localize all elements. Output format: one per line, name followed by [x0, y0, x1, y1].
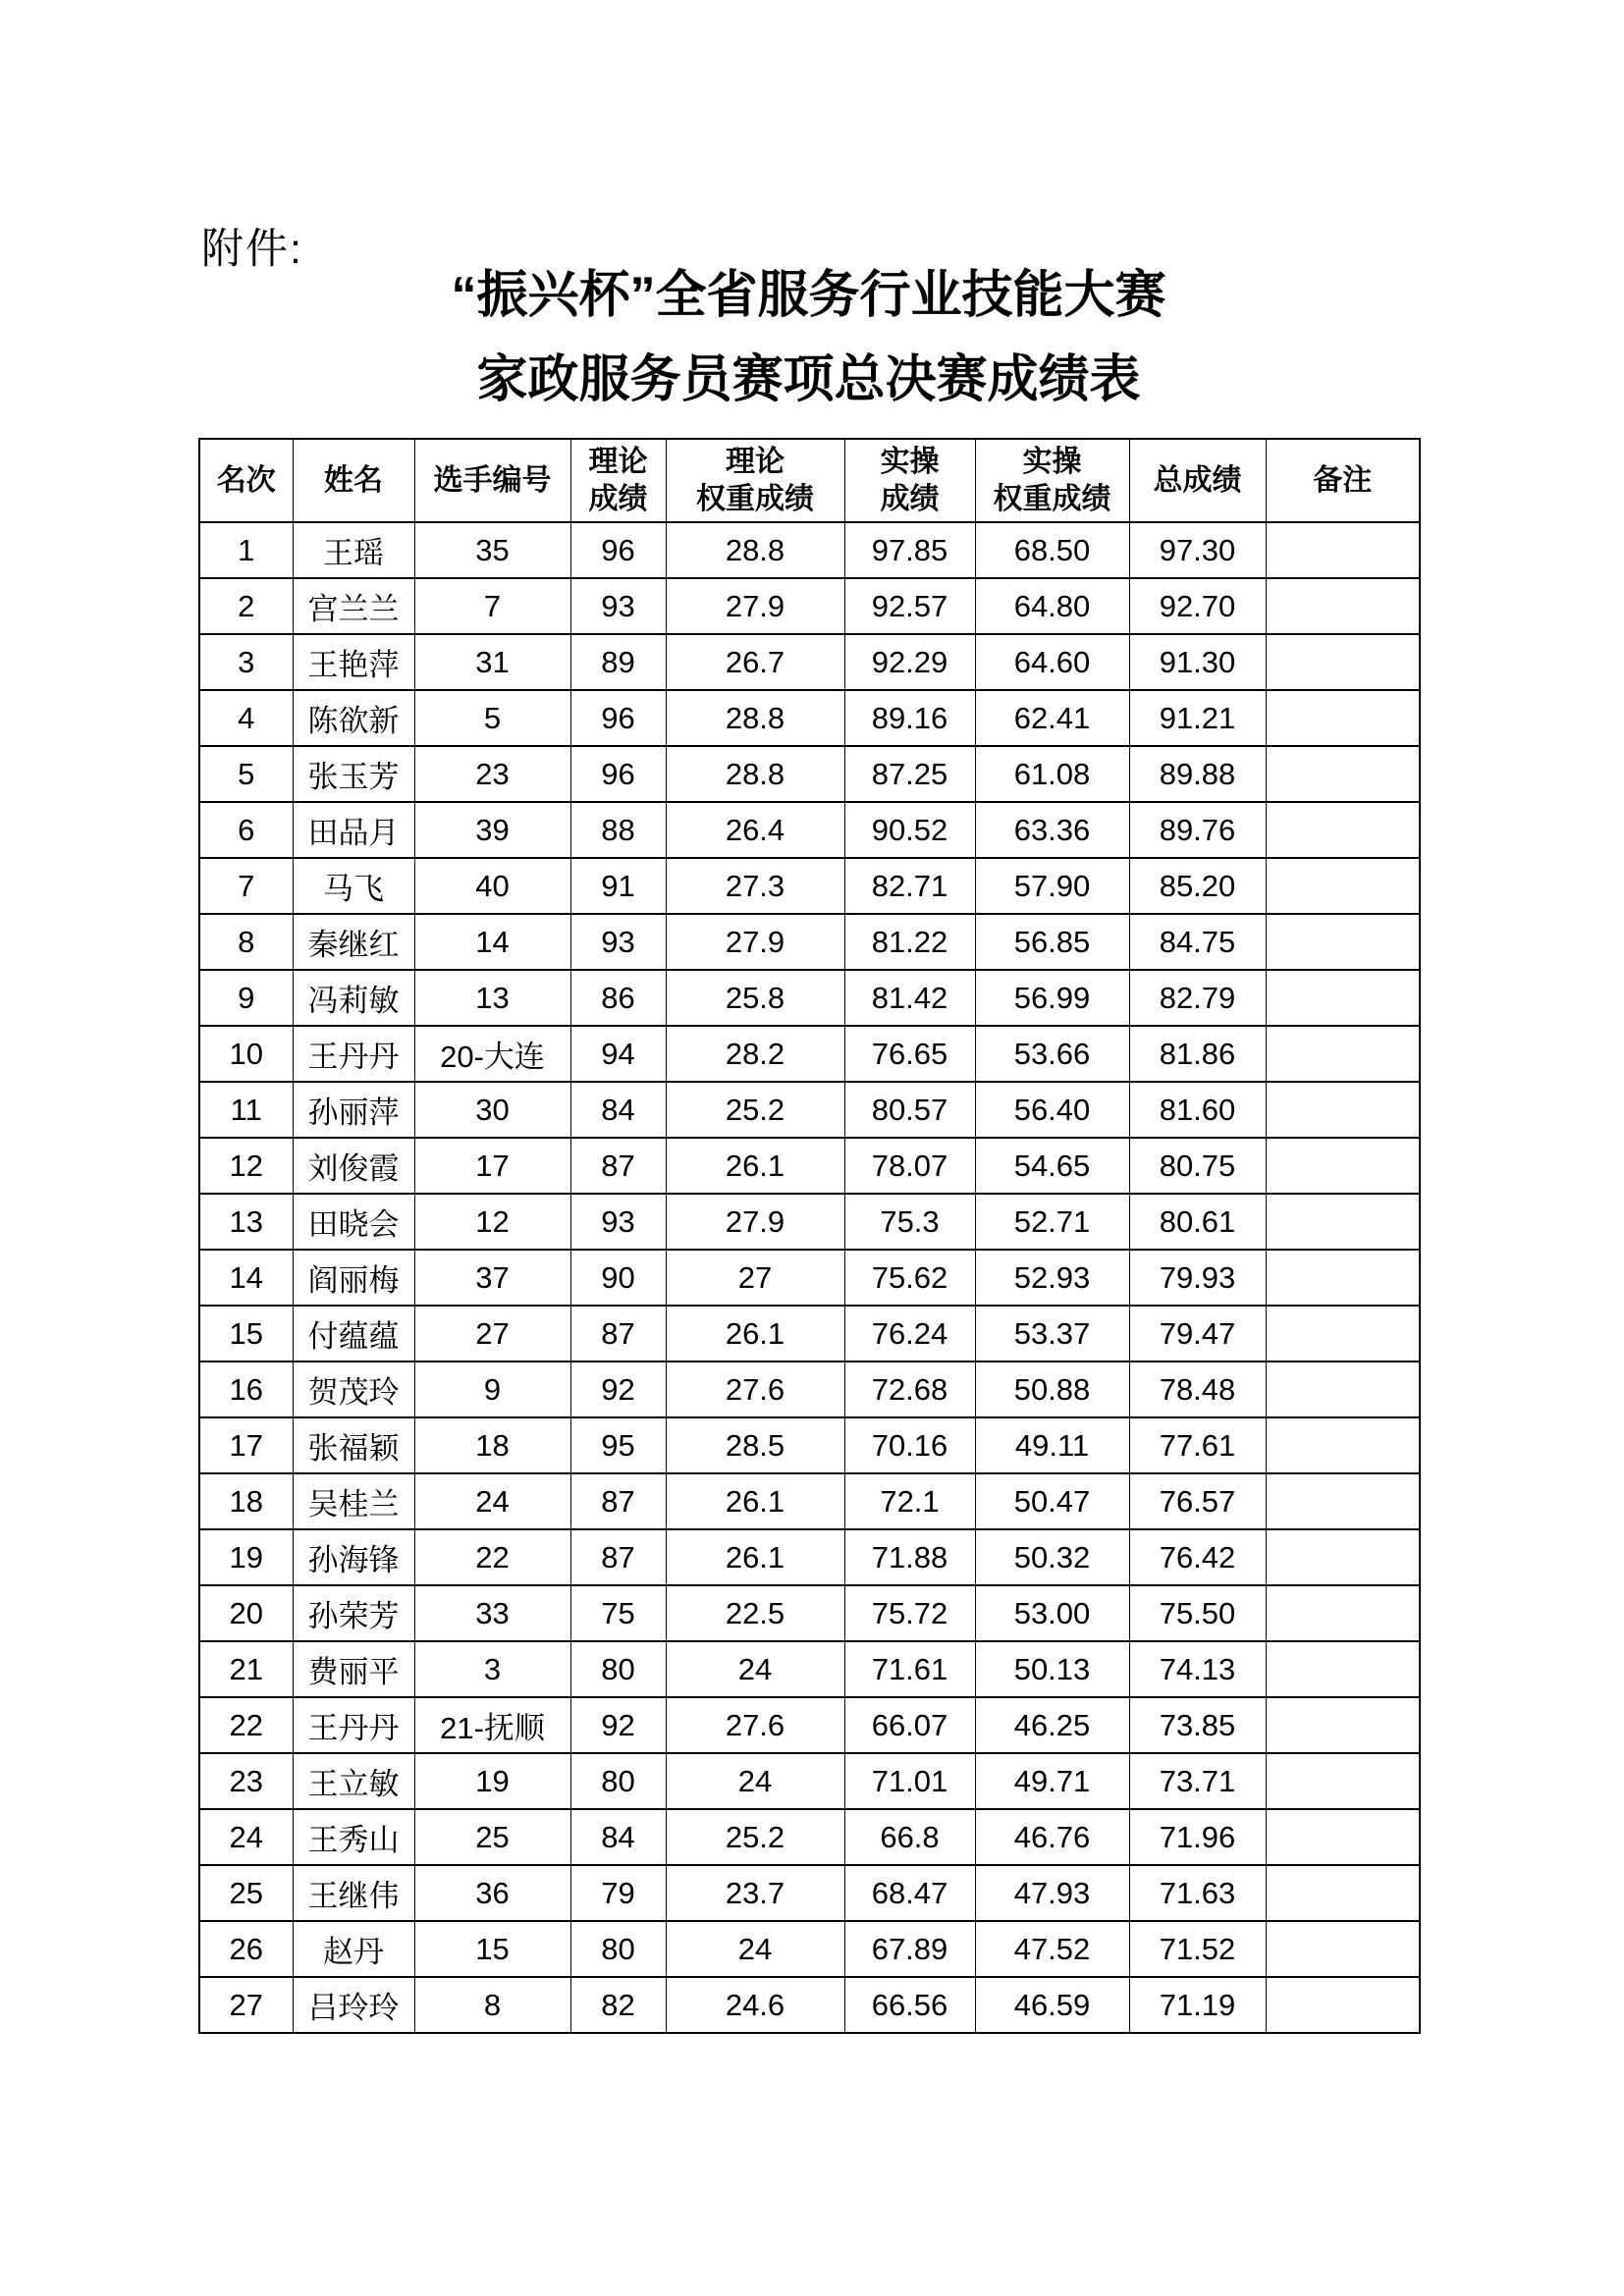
cell-theory-weighted-score: 28.2 — [666, 1026, 844, 1082]
cell-rank: 11 — [199, 1082, 293, 1138]
header-row — [199, 439, 1420, 522]
cell-theory-score: 95 — [570, 1417, 666, 1473]
cell-rank: 17 — [199, 1417, 293, 1473]
cell-contestant-no: 19 — [414, 1753, 570, 1809]
cell-total-score: 73.71 — [1129, 1753, 1266, 1809]
cell-remark — [1266, 1306, 1420, 1362]
cell-practical-weighted-score: 50.32 — [975, 1529, 1129, 1585]
cell-theory-weighted-score: 25.2 — [666, 1809, 844, 1865]
col-header-contestant-no: 选手编号 — [414, 439, 570, 522]
cell-practical-score: 71.01 — [844, 1753, 975, 1809]
cell-theory-weighted-score: 24 — [666, 1753, 844, 1809]
cell-practical-weighted-score: 53.66 — [975, 1026, 1129, 1082]
cell-name: 吴桂兰 — [293, 1473, 414, 1529]
cell-practical-score: 68.47 — [844, 1865, 975, 1921]
cell-practical-score: 75.3 — [844, 1194, 975, 1250]
cell-remark — [1266, 746, 1420, 802]
cell-rank: 1 — [199, 522, 293, 578]
cell-practical-weighted-score: 56.85 — [975, 914, 1129, 970]
cell-contestant-no: 40 — [414, 858, 570, 914]
cell-remark — [1266, 1529, 1420, 1585]
cell-rank: 18 — [199, 1473, 293, 1529]
table-row — [199, 1641, 1420, 1697]
table-row — [199, 634, 1420, 690]
cell-theory-score: 92 — [570, 1362, 666, 1417]
cell-theory-score: 79 — [570, 1865, 666, 1921]
table-row — [199, 858, 1420, 914]
cell-theory-score: 92 — [570, 1697, 666, 1753]
cell-total-score: 89.76 — [1129, 802, 1266, 858]
col-header-theory-score: 理论 成绩 — [570, 439, 666, 522]
cell-theory-weighted-score: 27.6 — [666, 1697, 844, 1753]
cell-rank: 19 — [199, 1529, 293, 1585]
cell-practical-weighted-score: 49.11 — [975, 1417, 1129, 1473]
cell-practical-score: 97.85 — [844, 522, 975, 578]
cell-remark — [1266, 1585, 1420, 1641]
cell-practical-score: 66.07 — [844, 1697, 975, 1753]
cell-contestant-no: 23 — [414, 746, 570, 802]
cell-theory-score: 89 — [570, 634, 666, 690]
cell-practical-score: 92.29 — [844, 634, 975, 690]
cell-total-score: 79.93 — [1129, 1250, 1266, 1306]
cell-name: 张玉芳 — [293, 746, 414, 802]
cell-remark — [1266, 1921, 1420, 1977]
cell-theory-score: 87 — [570, 1306, 666, 1362]
cell-theory-weighted-score: 27 — [666, 1250, 844, 1306]
cell-theory-score: 93 — [570, 914, 666, 970]
cell-name: 阎丽梅 — [293, 1250, 414, 1306]
cell-theory-weighted-score: 24 — [666, 1921, 844, 1977]
cell-rank: 22 — [199, 1697, 293, 1753]
title-line-2: 家政服务员赛项总决赛成绩表 — [476, 351, 1141, 408]
cell-practical-score: 75.72 — [844, 1585, 975, 1641]
cell-rank: 4 — [199, 690, 293, 746]
cell-practical-weighted-score: 52.71 — [975, 1194, 1129, 1250]
cell-contestant-no: 30 — [414, 1082, 570, 1138]
cell-practical-weighted-score: 50.13 — [975, 1641, 1129, 1697]
cell-name: 张福颖 — [293, 1417, 414, 1473]
cell-practical-weighted-score: 52.93 — [975, 1250, 1129, 1306]
cell-theory-weighted-score: 25.8 — [666, 970, 844, 1026]
cell-contestant-no: 9 — [414, 1362, 570, 1417]
cell-theory-score: 75 — [570, 1585, 666, 1641]
cell-name: 吕玲玲 — [293, 1977, 414, 2033]
cell-practical-score: 67.89 — [844, 1921, 975, 1977]
cell-rank: 24 — [199, 1809, 293, 1865]
cell-total-score: 77.61 — [1129, 1417, 1266, 1473]
cell-name: 孙丽萍 — [293, 1082, 414, 1138]
cell-theory-score: 88 — [570, 802, 666, 858]
cell-theory-score: 82 — [570, 1977, 666, 2033]
document-title — [198, 253, 1419, 422]
cell-theory-score: 96 — [570, 522, 666, 578]
cell-theory-score: 93 — [570, 578, 666, 634]
cell-total-score: 71.52 — [1129, 1921, 1266, 1977]
cell-rank: 7 — [199, 858, 293, 914]
cell-theory-weighted-score: 25.2 — [666, 1082, 844, 1138]
table-row — [199, 914, 1420, 970]
cell-theory-weighted-score: 28.8 — [666, 746, 844, 802]
cell-rank: 9 — [199, 970, 293, 1026]
cell-contestant-no: 37 — [414, 1250, 570, 1306]
cell-contestant-no: 27 — [414, 1306, 570, 1362]
score-table-header — [199, 439, 1420, 522]
table-row — [199, 1306, 1420, 1362]
cell-remark — [1266, 1865, 1420, 1921]
cell-name: 付蕴蕴 — [293, 1306, 414, 1362]
cell-theory-score: 90 — [570, 1250, 666, 1306]
cell-practical-weighted-score: 46.76 — [975, 1809, 1129, 1865]
cell-total-score: 71.96 — [1129, 1809, 1266, 1865]
cell-total-score: 91.21 — [1129, 690, 1266, 746]
table-row — [199, 1697, 1420, 1753]
cell-rank: 12 — [199, 1138, 293, 1194]
table-row — [199, 1585, 1420, 1641]
cell-remark — [1266, 1417, 1420, 1473]
cell-theory-score: 84 — [570, 1082, 666, 1138]
cell-practical-weighted-score: 54.65 — [975, 1138, 1129, 1194]
cell-theory-score: 80 — [570, 1921, 666, 1977]
cell-remark — [1266, 1753, 1420, 1809]
cell-theory-score: 84 — [570, 1809, 666, 1865]
cell-total-score: 80.75 — [1129, 1138, 1266, 1194]
cell-contestant-no: 3 — [414, 1641, 570, 1697]
cell-theory-weighted-score: 27.9 — [666, 578, 844, 634]
cell-name: 孙荣芳 — [293, 1585, 414, 1641]
cell-practical-weighted-score: 46.25 — [975, 1697, 1129, 1753]
cell-rank: 27 — [199, 1977, 293, 2033]
cell-name: 王秀山 — [293, 1809, 414, 1865]
cell-total-score: 92.70 — [1129, 578, 1266, 634]
cell-contestant-no: 22 — [414, 1529, 570, 1585]
cell-rank: 10 — [199, 1026, 293, 1082]
cell-theory-weighted-score: 24 — [666, 1641, 844, 1697]
cell-total-score: 89.88 — [1129, 746, 1266, 802]
cell-contestant-no: 12 — [414, 1194, 570, 1250]
cell-total-score: 80.61 — [1129, 1194, 1266, 1250]
cell-rank: 14 — [199, 1250, 293, 1306]
cell-practical-weighted-score: 61.08 — [975, 746, 1129, 802]
table-row — [199, 1753, 1420, 1809]
cell-rank: 2 — [199, 578, 293, 634]
cell-practical-score: 76.24 — [844, 1306, 975, 1362]
cell-remark — [1266, 1977, 1420, 2033]
table-row — [199, 1138, 1420, 1194]
cell-theory-weighted-score: 28.5 — [666, 1417, 844, 1473]
col-header-rank: 名次 — [199, 439, 293, 522]
cell-practical-weighted-score: 53.00 — [975, 1585, 1129, 1641]
table-row — [199, 1417, 1420, 1473]
cell-name: 宫兰兰 — [293, 578, 414, 634]
cell-practical-score: 82.71 — [844, 858, 975, 914]
cell-rank: 3 — [199, 634, 293, 690]
cell-contestant-no: 20-大连 — [414, 1026, 570, 1082]
cell-remark — [1266, 858, 1420, 914]
cell-practical-score: 72.68 — [844, 1362, 975, 1417]
cell-theory-weighted-score: 27.6 — [666, 1362, 844, 1417]
cell-practical-weighted-score: 64.60 — [975, 634, 1129, 690]
cell-rank: 20 — [199, 1585, 293, 1641]
cell-theory-score: 96 — [570, 690, 666, 746]
table-row — [199, 1977, 1420, 2033]
cell-remark — [1266, 1026, 1420, 1082]
title-line-1: “振兴杯”全省服务行业技能大赛 — [451, 267, 1166, 324]
cell-total-score: 76.42 — [1129, 1529, 1266, 1585]
cell-total-score: 81.86 — [1129, 1026, 1266, 1082]
table-row — [199, 1082, 1420, 1138]
cell-practical-weighted-score: 63.36 — [975, 802, 1129, 858]
cell-total-score: 75.50 — [1129, 1585, 1266, 1641]
cell-rank: 25 — [199, 1865, 293, 1921]
cell-practical-score: 71.88 — [844, 1529, 975, 1585]
cell-total-score: 84.75 — [1129, 914, 1266, 970]
cell-practical-score: 80.57 — [844, 1082, 975, 1138]
cell-theory-score: 86 — [570, 970, 666, 1026]
cell-name: 王立敏 — [293, 1753, 414, 1809]
cell-name: 王艳萍 — [293, 634, 414, 690]
cell-total-score: 91.30 — [1129, 634, 1266, 690]
cell-remark — [1266, 1194, 1420, 1250]
cell-name: 刘俊霞 — [293, 1138, 414, 1194]
cell-remark — [1266, 1641, 1420, 1697]
col-header-total-score: 总成绩 — [1129, 439, 1266, 522]
cell-rank: 5 — [199, 746, 293, 802]
cell-contestant-no: 33 — [414, 1585, 570, 1641]
cell-theory-weighted-score: 23.7 — [666, 1865, 844, 1921]
table-row — [199, 1529, 1420, 1585]
cell-practical-weighted-score: 46.59 — [975, 1977, 1129, 2033]
cell-contestant-no: 25 — [414, 1809, 570, 1865]
cell-theory-weighted-score: 26.1 — [666, 1529, 844, 1585]
cell-practical-score: 89.16 — [844, 690, 975, 746]
cell-practical-weighted-score: 62.41 — [975, 690, 1129, 746]
table-row — [199, 1362, 1420, 1417]
cell-total-score: 71.19 — [1129, 1977, 1266, 2033]
cell-practical-weighted-score: 47.52 — [975, 1921, 1129, 1977]
cell-rank: 15 — [199, 1306, 293, 1362]
cell-theory-score: 80 — [570, 1753, 666, 1809]
cell-total-score: 85.20 — [1129, 858, 1266, 914]
cell-total-score: 74.13 — [1129, 1641, 1266, 1697]
cell-practical-weighted-score: 50.47 — [975, 1473, 1129, 1529]
cell-theory-score: 96 — [570, 746, 666, 802]
table-row — [199, 1809, 1420, 1865]
cell-theory-score: 94 — [570, 1026, 666, 1082]
cell-contestant-no: 7 — [414, 578, 570, 634]
cell-name: 王继伟 — [293, 1865, 414, 1921]
cell-contestant-no: 13 — [414, 970, 570, 1026]
cell-name: 赵丹 — [293, 1921, 414, 1977]
cell-name: 贺茂玲 — [293, 1362, 414, 1417]
cell-rank: 16 — [199, 1362, 293, 1417]
cell-practical-score: 66.56 — [844, 1977, 975, 2033]
cell-theory-score: 87 — [570, 1138, 666, 1194]
cell-theory-weighted-score: 26.7 — [666, 634, 844, 690]
cell-practical-weighted-score: 47.93 — [975, 1865, 1129, 1921]
cell-remark — [1266, 1697, 1420, 1753]
cell-name: 田品月 — [293, 802, 414, 858]
cell-theory-weighted-score: 27.9 — [666, 1194, 844, 1250]
cell-contestant-no: 5 — [414, 690, 570, 746]
cell-rank: 13 — [199, 1194, 293, 1250]
cell-practical-weighted-score: 64.80 — [975, 578, 1129, 634]
cell-practical-weighted-score: 56.99 — [975, 970, 1129, 1026]
table-row — [199, 578, 1420, 634]
cell-total-score: 76.57 — [1129, 1473, 1266, 1529]
cell-practical-score: 90.52 — [844, 802, 975, 858]
cell-rank: 6 — [199, 802, 293, 858]
cell-remark — [1266, 1082, 1420, 1138]
cell-contestant-no: 21-抚顺 — [414, 1697, 570, 1753]
cell-name: 秦继红 — [293, 914, 414, 970]
cell-name: 孙海锋 — [293, 1529, 414, 1585]
cell-theory-weighted-score: 22.5 — [666, 1585, 844, 1641]
score-table — [198, 438, 1421, 2034]
cell-remark — [1266, 802, 1420, 858]
cell-name: 费丽平 — [293, 1641, 414, 1697]
cell-total-score: 97.30 — [1129, 522, 1266, 578]
cell-theory-weighted-score: 26.4 — [666, 802, 844, 858]
table-row — [199, 746, 1420, 802]
cell-practical-score: 76.65 — [844, 1026, 975, 1082]
cell-practical-weighted-score: 68.50 — [975, 522, 1129, 578]
table-row — [199, 1194, 1420, 1250]
cell-practical-weighted-score: 50.88 — [975, 1362, 1129, 1417]
table-row — [199, 1921, 1420, 1977]
table-row — [199, 802, 1420, 858]
cell-practical-weighted-score: 49.71 — [975, 1753, 1129, 1809]
cell-total-score: 82.79 — [1129, 970, 1266, 1026]
cell-total-score: 79.47 — [1129, 1306, 1266, 1362]
cell-name: 马飞 — [293, 858, 414, 914]
table-row — [199, 1473, 1420, 1529]
cell-remark — [1266, 634, 1420, 690]
cell-theory-weighted-score: 24.6 — [666, 1977, 844, 2033]
cell-name: 陈欲新 — [293, 690, 414, 746]
col-header-name: 姓名 — [293, 439, 414, 522]
cell-contestant-no: 17 — [414, 1138, 570, 1194]
col-header-practical-weighted-score: 实操 权重成绩 — [975, 439, 1129, 522]
cell-practical-score: 87.25 — [844, 746, 975, 802]
cell-contestant-no: 24 — [414, 1473, 570, 1529]
cell-contestant-no: 36 — [414, 1865, 570, 1921]
score-table-body — [199, 522, 1420, 2033]
cell-contestant-no: 8 — [414, 1977, 570, 2033]
cell-remark — [1266, 1473, 1420, 1529]
cell-remark — [1266, 914, 1420, 970]
cell-total-score: 81.60 — [1129, 1082, 1266, 1138]
cell-rank: 26 — [199, 1921, 293, 1977]
table-row — [199, 522, 1420, 578]
cell-theory-weighted-score: 27.9 — [666, 914, 844, 970]
cell-rank: 23 — [199, 1753, 293, 1809]
cell-practical-score: 81.42 — [844, 970, 975, 1026]
cell-total-score: 71.63 — [1129, 1865, 1266, 1921]
cell-name: 王丹丹 — [293, 1026, 414, 1082]
cell-theory-score: 93 — [570, 1194, 666, 1250]
table-row — [199, 1026, 1420, 1082]
cell-total-score: 78.48 — [1129, 1362, 1266, 1417]
cell-remark — [1266, 690, 1420, 746]
cell-remark — [1266, 522, 1420, 578]
cell-theory-score: 80 — [570, 1641, 666, 1697]
table-row — [199, 970, 1420, 1026]
cell-contestant-no: 18 — [414, 1417, 570, 1473]
table-row — [199, 690, 1420, 746]
cell-remark — [1266, 970, 1420, 1026]
cell-name: 冯莉敏 — [293, 970, 414, 1026]
cell-contestant-no: 15 — [414, 1921, 570, 1977]
cell-contestant-no: 31 — [414, 634, 570, 690]
cell-name: 田晓会 — [293, 1194, 414, 1250]
cell-remark — [1266, 1362, 1420, 1417]
cell-practical-score: 71.61 — [844, 1641, 975, 1697]
cell-remark — [1266, 1809, 1420, 1865]
attachment-label: 附件: — [201, 226, 303, 273]
cell-contestant-no: 35 — [414, 522, 570, 578]
cell-practical-score: 66.8 — [844, 1809, 975, 1865]
table-row — [199, 1865, 1420, 1921]
cell-practical-score: 72.1 — [844, 1473, 975, 1529]
col-header-theory-weighted-score: 理论 权重成绩 — [666, 439, 844, 522]
cell-contestant-no: 14 — [414, 914, 570, 970]
cell-total-score: 73.85 — [1129, 1697, 1266, 1753]
cell-practical-weighted-score: 57.90 — [975, 858, 1129, 914]
cell-practical-score: 75.62 — [844, 1250, 975, 1306]
col-header-practical-score: 实操 成绩 — [844, 439, 975, 522]
cell-practical-score: 78.07 — [844, 1138, 975, 1194]
cell-contestant-no: 39 — [414, 802, 570, 858]
cell-name: 王丹丹 — [293, 1697, 414, 1753]
cell-theory-weighted-score: 26.1 — [666, 1138, 844, 1194]
cell-theory-score: 87 — [570, 1529, 666, 1585]
cell-practical-score: 92.57 — [844, 578, 975, 634]
cell-practical-score: 70.16 — [844, 1417, 975, 1473]
cell-theory-weighted-score: 28.8 — [666, 690, 844, 746]
cell-theory-weighted-score: 28.8 — [666, 522, 844, 578]
cell-theory-weighted-score: 27.3 — [666, 858, 844, 914]
cell-practical-score: 81.22 — [844, 914, 975, 970]
cell-theory-score: 87 — [570, 1473, 666, 1529]
col-header-remark: 备注 — [1266, 439, 1420, 522]
cell-rank: 21 — [199, 1641, 293, 1697]
table-row — [199, 1250, 1420, 1306]
cell-remark — [1266, 1250, 1420, 1306]
cell-practical-weighted-score: 56.40 — [975, 1082, 1129, 1138]
cell-theory-weighted-score: 26.1 — [666, 1473, 844, 1529]
cell-remark — [1266, 578, 1420, 634]
cell-rank: 8 — [199, 914, 293, 970]
cell-name: 王瑶 — [293, 522, 414, 578]
cell-theory-score: 91 — [570, 858, 666, 914]
cell-theory-weighted-score: 26.1 — [666, 1306, 844, 1362]
cell-remark — [1266, 1138, 1420, 1194]
cell-practical-weighted-score: 53.37 — [975, 1306, 1129, 1362]
